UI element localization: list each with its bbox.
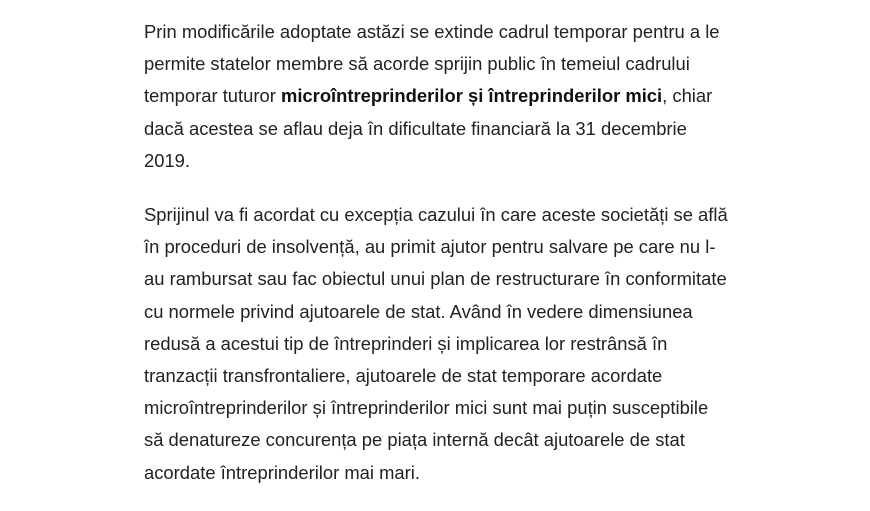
text-line: 2019. xyxy=(144,149,191,171)
text-line: permite statelor membre să acorde sprijin public în temeiul cadrului xyxy=(144,53,690,75)
text-line: redusă a acestui tip de întreprinderi și implicarea lor restrânsă în xyxy=(144,332,668,354)
text-line xyxy=(144,80,814,112)
text-line: în proceduri de insolvență, au primit ajutor pentru salvare pe care nu l- xyxy=(144,236,716,258)
text-line: Sprijinul va fi acordat cu excepția cazului în care aceste societăți se află xyxy=(144,204,728,226)
text-segment: , chiar xyxy=(662,85,713,107)
paragraph-1 xyxy=(144,16,814,177)
text-line: dacă acestea se aflau deja în dificultate financiară la 31 decembrie xyxy=(144,117,687,139)
article-body xyxy=(144,16,814,511)
text-line: au rambursat sau fac obiectul unui plan de restructurare în conformitate xyxy=(144,268,727,290)
bold-highlight: microîntreprinderilor și întreprinderilor mici xyxy=(280,85,663,107)
text-line: tranzacții transfrontaliere, ajutoarele de stat temporare acordate xyxy=(144,365,663,387)
text-line: cu normele privind ajutoarele de stat. Având în vedere dimensiunea xyxy=(144,300,693,322)
text-segment: temporar tuturor xyxy=(144,85,281,107)
text-line: să denatureze concurența pe piața internă decât ajutoarele de stat xyxy=(144,429,685,451)
text-line: Prin modificările adoptate astăzi se extinde cadrul temporar pentru a le xyxy=(144,21,720,42)
text-line: acordate întreprinderilor mai mari. xyxy=(144,461,420,483)
text-line: microîntreprinderilor și întreprinderilor mici sunt mai puțin susceptibile xyxy=(144,397,709,419)
paragraph-2 xyxy=(144,199,814,489)
